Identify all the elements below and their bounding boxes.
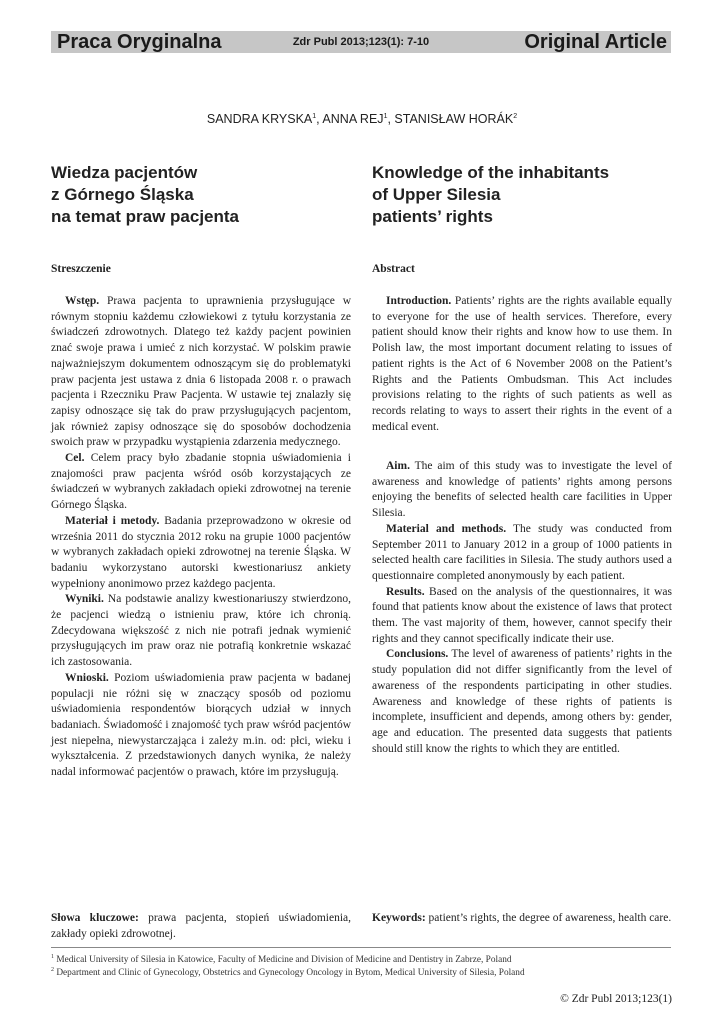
abstract-paragraph-results	[372, 585, 672, 648]
keywords-label: Słowa kluczowe:	[51, 912, 139, 924]
section-label: Introduction.	[386, 295, 452, 307]
author-separator: ,	[316, 112, 323, 126]
paragraph-text: Based on the analysis of the questionnaires, it was found that patients know about the existence of laws that protect them. The vast majority of them, however, cannot specify their rights and they cannot specifically indicate their use.	[372, 585, 672, 645]
keywords-english	[372, 911, 672, 927]
section-label: Wnioski.	[65, 671, 109, 684]
title-line: z Górnego Śląska	[51, 185, 194, 204]
running-header	[51, 31, 671, 53]
abstract-intro-english	[372, 294, 672, 435]
header-section-en: Original Article	[524, 31, 667, 53]
title-line: patients’ rights	[372, 207, 493, 226]
journal-citation: Zdr Publ 2013;123(1): 7-10	[292, 36, 430, 48]
title-line: Wiedza pacjentów	[51, 163, 198, 182]
section-label: Cel.	[65, 452, 85, 465]
section-label: Wstęp.	[65, 295, 100, 307]
abstract-body-polish	[51, 294, 351, 781]
author-separator: ,	[387, 112, 395, 126]
title-english	[372, 162, 609, 228]
copyright-notice: © Zdr Publ 2013;123(1)	[560, 993, 672, 1005]
abstract-paragraph-methods	[51, 514, 351, 593]
footnote-affiliation-2	[51, 964, 681, 980]
author-name: SANDRA KRYSKA	[206, 112, 313, 126]
section-label: Wyniki.	[65, 593, 104, 606]
paragraph-text: Badania przeprowadzono w okresie od września 2011 do stycznia 2012 roku na grupie 1000 pacjentów w wybranych zakładach opieki zdrowotnej na terenie Śląska. W badaniu wykorzystano autorski kwestionariusz ankiety wypełniony anonimowo przez każdego pacjenta.	[51, 514, 351, 590]
section-label: Conclusions.	[386, 648, 449, 661]
section-label: Results.	[386, 585, 425, 598]
affiliation-mark: 1	[312, 112, 317, 120]
paragraph-text: The study was conducted from September 2011 to January 2012 in a group of 1000 patients in selected health care facilities in Silesia. The study authors used a questionnaire completed anonymously by each patient.	[372, 522, 673, 582]
abstract-paragraph-aim	[51, 451, 351, 514]
paragraph-text: The aim of this study was to investigate the level of awareness and knowledge of patients’ rights among persons enjoying the benefits of selected health care facilities in Upper Silesia.	[372, 460, 672, 520]
paragraph-text: Na podstawie analizy kwestionariuszy stwierdzono, że pacjenci wiedzą o istnieniu praw, które ich chronią. Zdecydowana większość z nich nie potrafi jednak wymienić przysługujących im praw oraz nie potrafią konkretnie wskazać ich zastosowania.	[51, 593, 351, 669]
abstract-paragraph-conclusions	[51, 671, 351, 781]
section-label: Materiał i metody.	[65, 514, 160, 527]
paragraph-text: Prawa pacjenta to uprawnienia przysługujące w równym stopniu każdemu człowiekowi z tytułu korzystania ze świadczeń zdrowotnych. Dlatego też każdy pacjent powinien znać swoje prawa i umieć z nich korzystać. W polskim prawie najważniejszym dokumentem odnoszącym się do problematyki praw pacjenta jest ustawa z dnia 6 listopada 2008 r. o prawach pacjenta i Rzeczniku Praw Pacjenta. W ustawie tej znalazły się zapisy odnoszące się tak do praw przysługujących pacjentom, jak również zapisy odnoszące się do sposobów dochodzenia swoich praw w przypadku wystąpienia zdarzenia medycznego.	[51, 295, 351, 449]
abstract-paragraph-results	[51, 592, 351, 671]
affiliation-mark: 2	[513, 112, 518, 120]
abstract-paragraph-aim	[372, 459, 672, 522]
footnote-text: Department and Clinic of Gynecology, Obstetrics and Gynecology Oncology in Bytom, Medical University of Silesia, Poland	[54, 968, 525, 979]
abstract-paragraph-intro	[51, 294, 351, 451]
abstract-paragraph-conclusions	[372, 647, 672, 757]
footnote-mark: 2	[51, 967, 54, 973]
footnote-mark: 1	[51, 954, 54, 960]
keywords-label: Keywords:	[372, 912, 426, 924]
keywords-text: patient’s rights, the degree of awareness, health care.	[425, 912, 672, 924]
author-list	[0, 112, 724, 126]
abstract-body-english	[372, 459, 672, 757]
paragraph-text: Patients’ rights are the rights available equally to everyone for the use of health services. Therefore, every patient should know their rights and know how to use them. In Polish law, the most important document relating to issues of patient rights is the Act of 6 November 2008 on the Patient’s Rights and the Patients Ombudsman. This Act includes provisions relating to the rights of such patients as well as records relating to ways to assert their rights in the event of a medical event.	[372, 295, 672, 433]
author-name: STANISŁAW HORÁK	[394, 112, 514, 126]
header-section-pl: Praca Oryginalna	[57, 31, 222, 53]
author-name: ANNA REJ	[322, 112, 384, 126]
section-label: Aim.	[386, 460, 410, 472]
title-line: of Upper Silesia	[372, 185, 501, 204]
paragraph-text: Poziom uświadomienia praw pacjenta w badanej populacji nie różni się w znaczący sposób od poziomu uświadomienia respondentów biorących udział w innych badaniach. Świadomość i znajomość tych praw wśród pacjentów jest niepełna, niewystarczająca i zależy m.in. od: płci, wieku i wykształcenia. Z przedstawionych danych wynika, że należy nadal informować pacjentów o prawach, które im przysługują.	[51, 671, 351, 779]
section-label: Material and methods.	[386, 522, 507, 535]
title-polish	[51, 162, 239, 228]
title-line: Knowledge of the inhabitants	[372, 163, 610, 182]
abstract-paragraph-methods	[372, 522, 672, 585]
abstract-paragraph-intro	[372, 294, 672, 435]
keywords-polish	[51, 911, 351, 942]
abstract-heading-english: Abstract	[372, 263, 415, 275]
keywords-text: prawa pacjenta, stopień uświadomienia, zakłady opieki zdrowotnej.	[51, 912, 351, 940]
paragraph-text: Celem pracy było zbadanie stopnia uświadomienia i znajomości praw pacjenta wśród osób korzystających ze świadczeń w wybranych zakładach opieki zdrowotnej na terenie Górnego Śląska.	[51, 452, 351, 512]
footnote-text: Medical University of Silesia in Katowice, Faculty of Medicine and Division of Medicine and Dentistry in Zabrze, Poland	[54, 955, 512, 966]
paragraph-text: The level of awareness of patients’ rights in the study population did not differ significantly from the level of awareness of the respondents participating in other studies. Awareness and knowledge of these rights of patients is incomplete, insufficient and depends, among others by: gender, age and education. The presented data suggests that patients should still know the rights to which they are entitled.	[372, 648, 672, 755]
footnote-divider	[51, 947, 671, 948]
affiliation-mark: 1	[383, 112, 388, 120]
title-line: na temat praw pacjenta	[51, 207, 240, 226]
abstract-heading-polish: Streszczenie	[51, 263, 111, 275]
